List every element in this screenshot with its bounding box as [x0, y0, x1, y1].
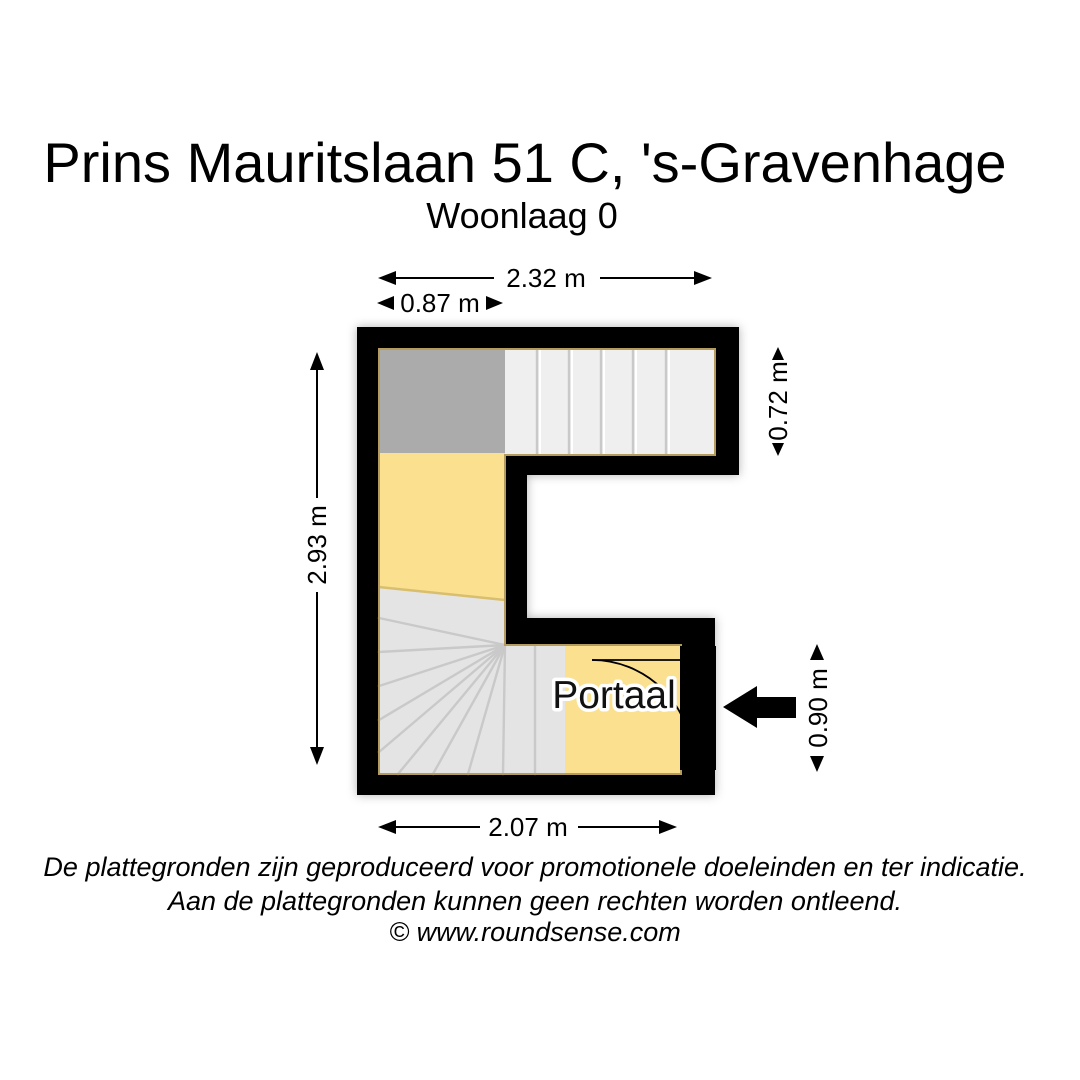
- dimension-label: 0.87 m: [400, 288, 480, 318]
- hall-floor: [379, 453, 505, 599]
- disclaimer-line-2: Aan de plattegronden kunnen geen rechten worden ontleend.: [167, 886, 903, 916]
- dimension-label: 2.32 m: [506, 263, 586, 293]
- staircase-top: [505, 349, 715, 455]
- disclaimer-line-1: De plattegronden zijn geproduceerd voor promotionele doeleinden en ter indicatie.: [43, 852, 1027, 882]
- dimension-label: 0.72 m: [763, 361, 793, 441]
- dimension-right-upper-height: [763, 347, 793, 456]
- copyright-line: © www.roundsense.com: [389, 917, 681, 947]
- page-title: Prins Mauritslaan 51 C, 's-Gravenhage: [43, 131, 1007, 194]
- dimension-label: 0.90 m: [803, 668, 833, 748]
- room-portaal-label: Portaal: [552, 674, 676, 717]
- dimension-label: 2.93 m: [302, 505, 332, 585]
- page-subtitle: Woonlaag 0: [426, 195, 618, 236]
- stair-landing: [379, 349, 505, 453]
- dimension-label: 2.07 m: [488, 812, 568, 842]
